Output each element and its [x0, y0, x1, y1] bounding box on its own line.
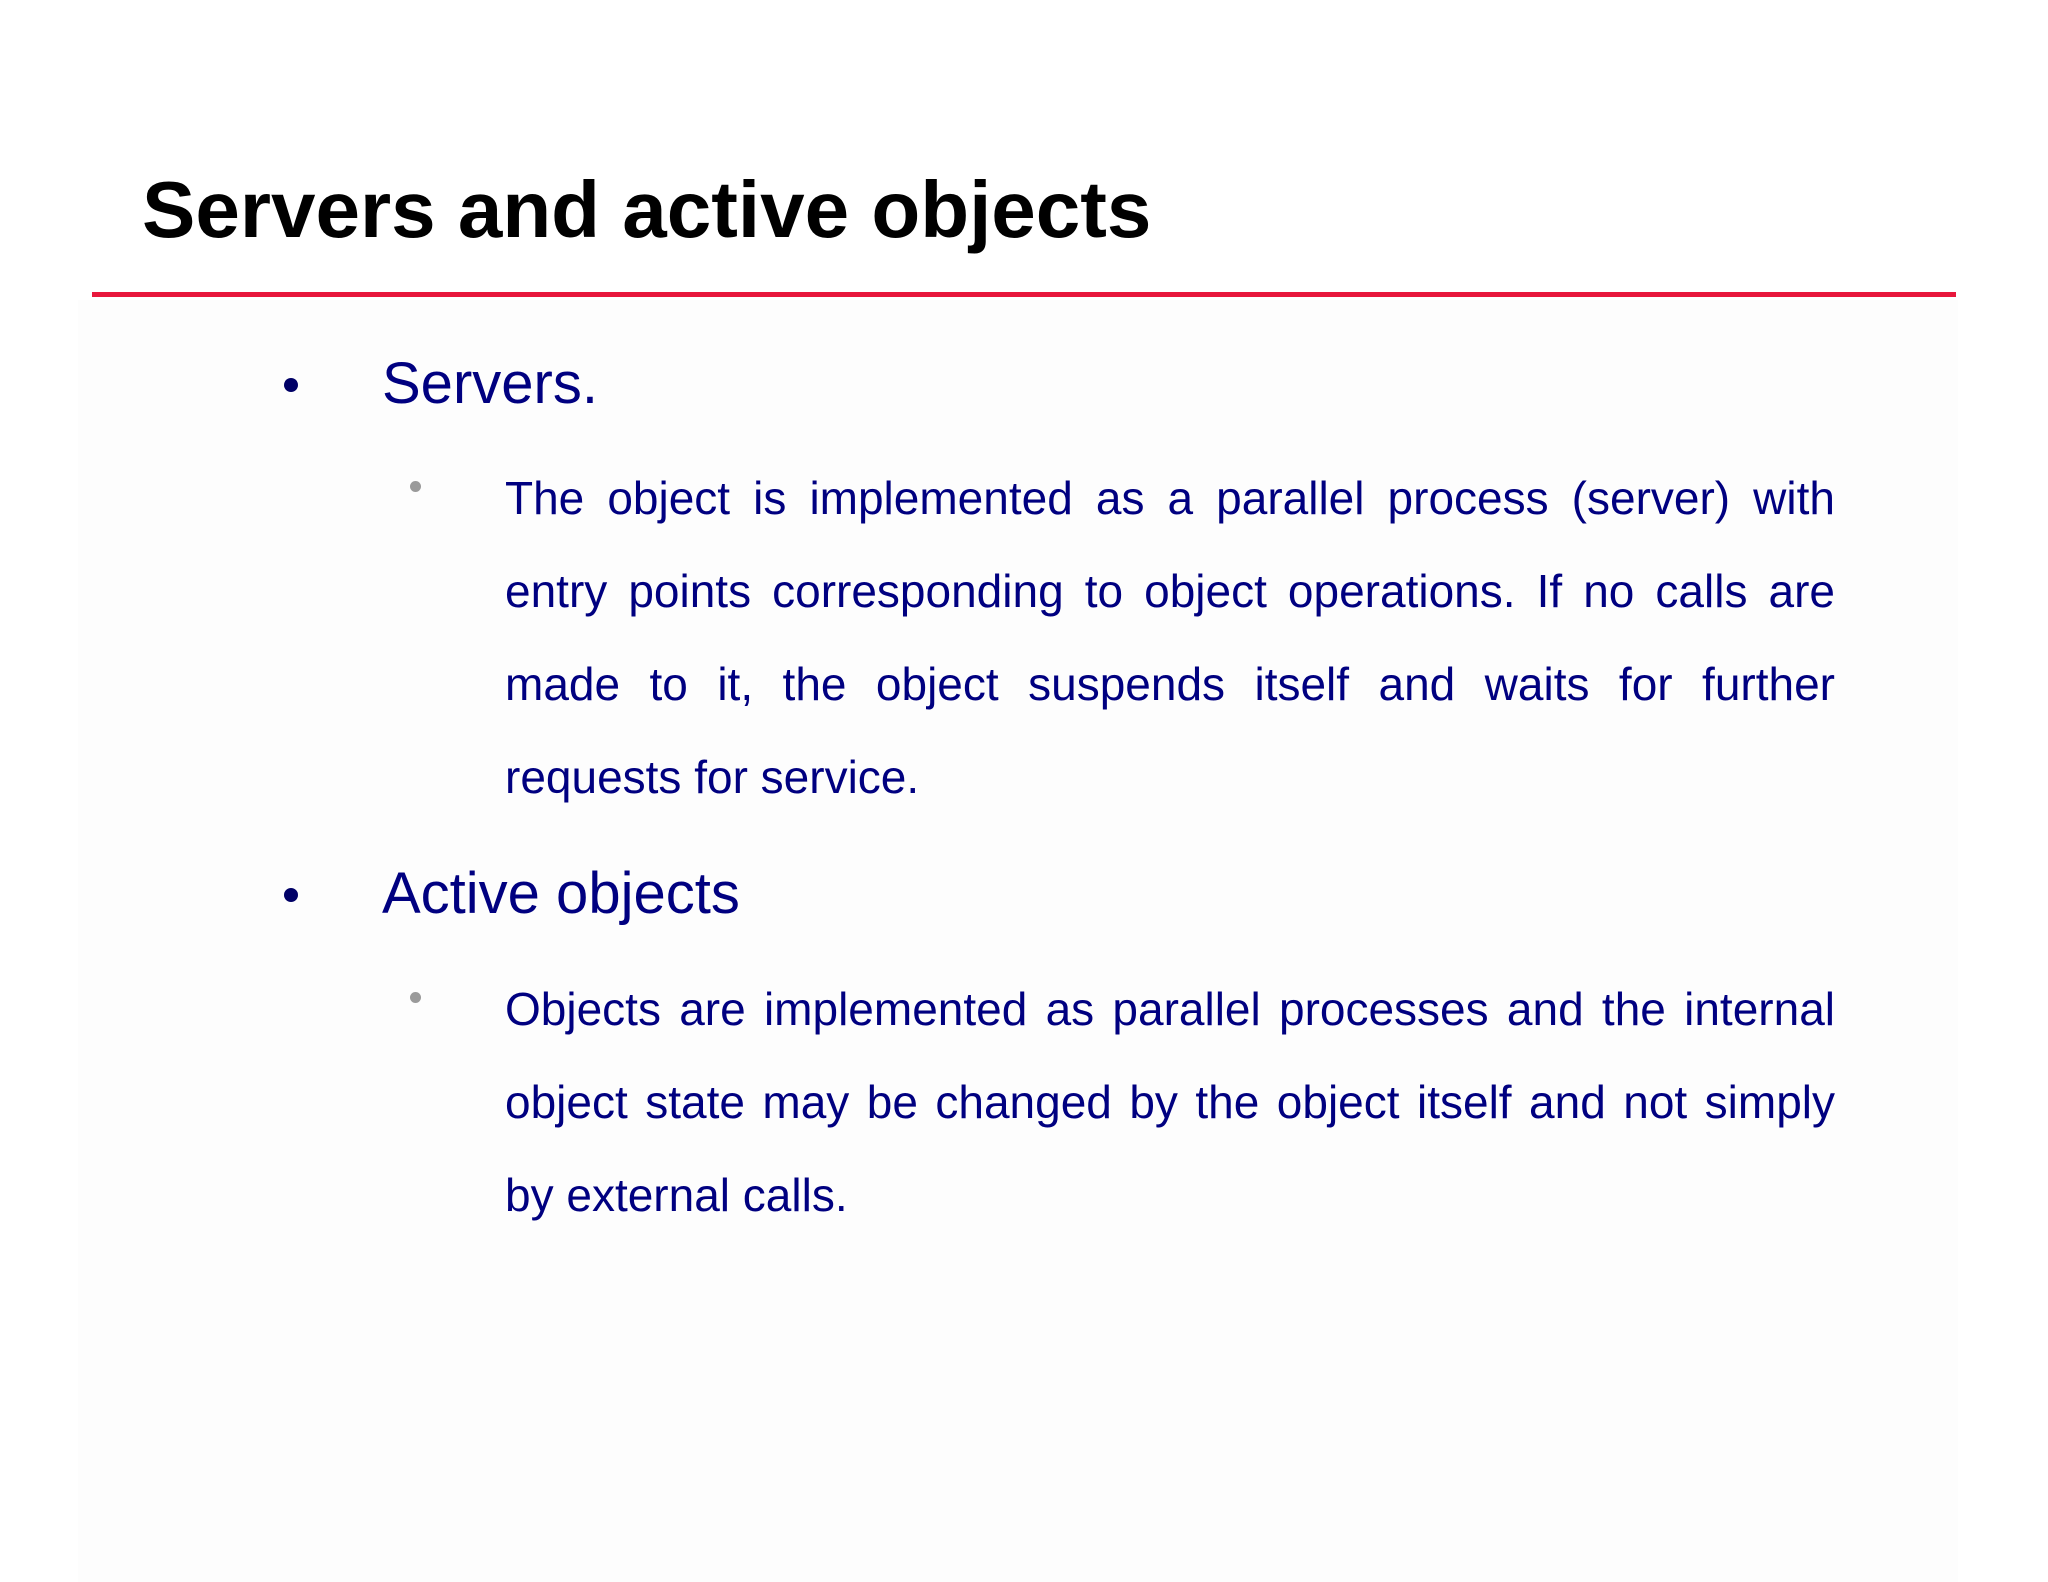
bullet-dot-icon: [284, 378, 298, 392]
bullet-dot-icon: [284, 888, 298, 902]
sub-bullet-dot-icon: [410, 992, 421, 1003]
slide-title: Servers and active objects: [142, 165, 1152, 254]
bullet-heading: Active objects: [382, 861, 740, 926]
title-divider: [92, 292, 1956, 297]
sub-bullet-text: The object is implemented as a parallel process (server) with entry points corresponding to object operations. If no calls are made to it, the object suspends itself and waits for further requests for service.: [505, 472, 1835, 803]
bullet-heading: Servers.: [382, 351, 598, 416]
sub-bullet-text: Objects are implemented as parallel processes and the internal object state may be changed by the object itself and not simply by external calls.: [505, 983, 1835, 1221]
sub-bullet-dot-icon: [410, 481, 421, 492]
